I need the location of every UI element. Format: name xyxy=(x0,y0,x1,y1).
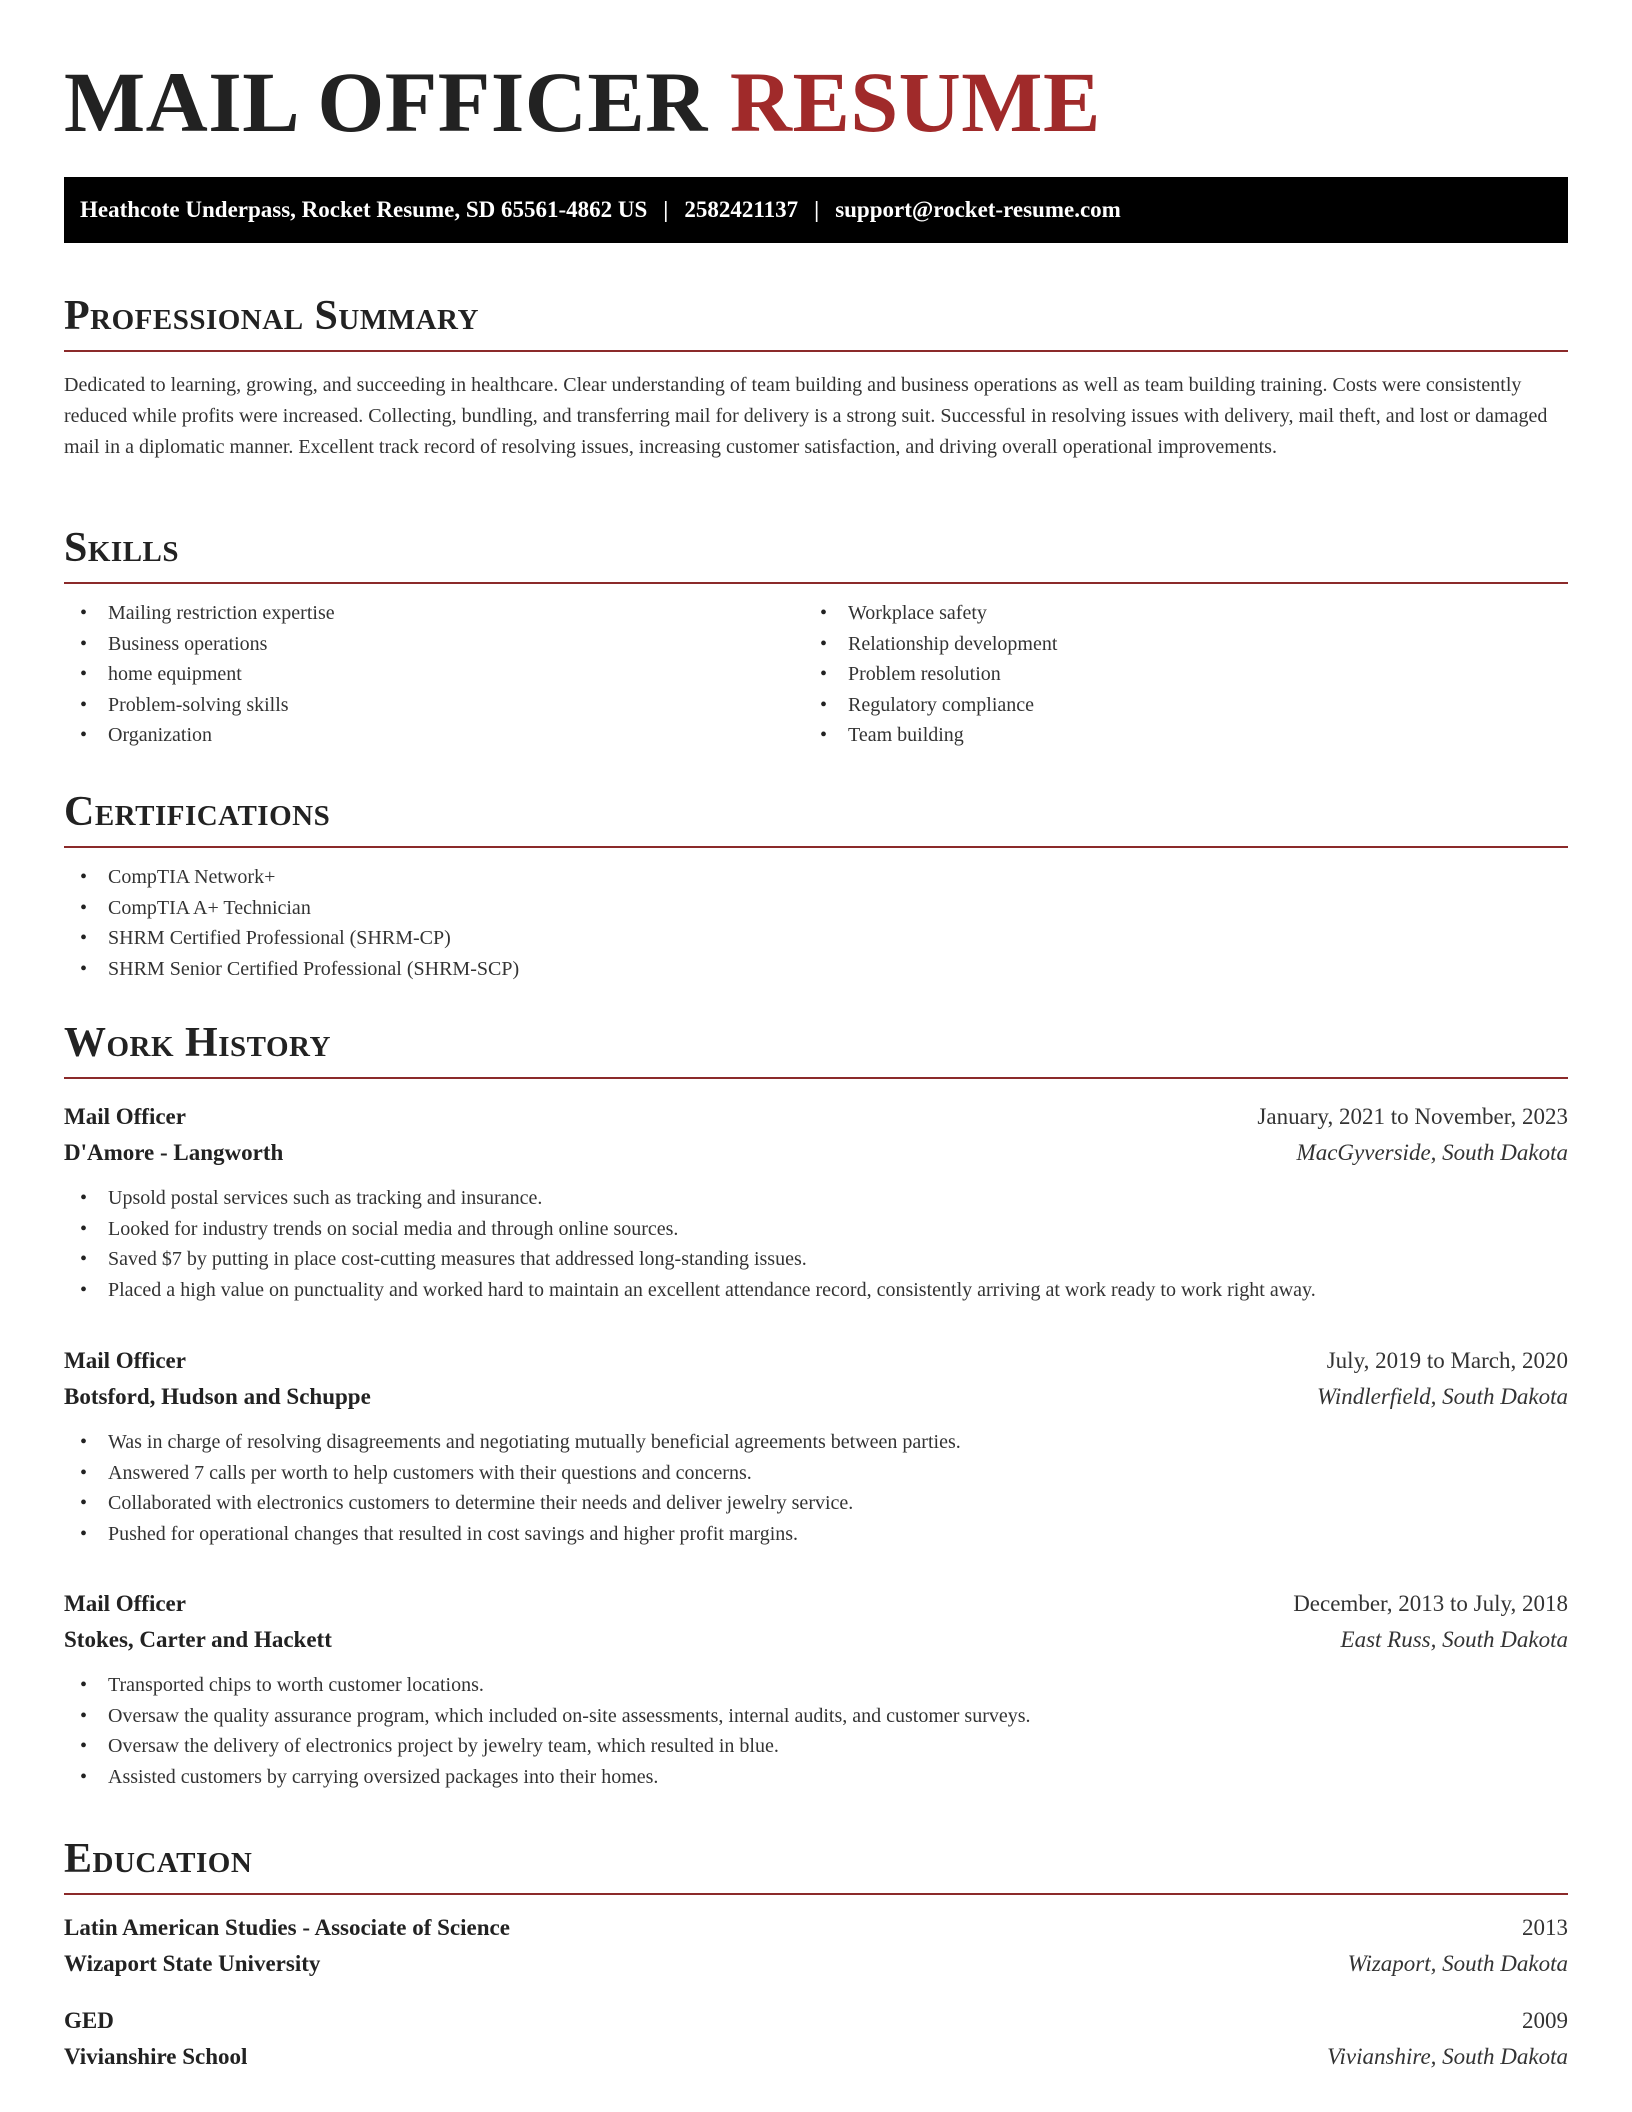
job-bullet: • Saved $7 by putting in place cost-cutting measures that addressed long-standing issues. xyxy=(64,1244,1568,1275)
section-title-summary: Professional Summary xyxy=(64,293,479,339)
summary-text: Dedicated to learning, growing, and succeeding in healthcare. Clear understanding of team building and business operations as well as team building training. Costs were consistently reduced while profits were increased. Collecting, bundling, and transferring mail for delivery is a strong suit. Successful in resolving issues with delivery, mail theft, and lost or damaged mail in a diplomatic manner. Excellent track record of resolving issues, increasing customer satisfaction, and driving overall operational improvements. xyxy=(64,374,1548,458)
certifications-list xyxy=(64,862,1564,984)
education-school: Wizaport State University xyxy=(64,1951,321,1976)
job-bullet: • Transported chips to worth customer locations. xyxy=(64,1670,1568,1701)
job-bullets xyxy=(64,1427,1568,1549)
job-bullet: • Upsold postal services such as tracking and insurance. xyxy=(64,1183,1568,1214)
job-title: Mail Officer xyxy=(64,1591,186,1616)
job-company: D'Amore - Langworth xyxy=(64,1140,284,1165)
skill-item: • Problem-solving skills xyxy=(64,690,784,721)
title-main: MAIL OFFICER xyxy=(64,54,708,150)
section-header-certifications xyxy=(64,786,1568,848)
section-header-skills xyxy=(64,522,1568,584)
skills-list-left xyxy=(64,598,784,751)
skill-item: • Organization xyxy=(64,720,784,751)
certification-item: • CompTIA A+ Technician xyxy=(64,893,1564,924)
job-bullet: • Collaborated with electronics customers to determine their needs and deliver jewelry service. xyxy=(64,1488,1568,1519)
skill-item: • Workplace safety xyxy=(804,598,1564,629)
skill-item: • Relationship development xyxy=(804,629,1564,660)
contact-separator: | xyxy=(814,197,820,222)
section-title-work-history: Work History xyxy=(64,1020,331,1066)
section-title-skills: Skills xyxy=(64,525,180,571)
section-title-certifications: Certifications xyxy=(64,789,331,835)
skills-list-right xyxy=(804,598,1564,751)
job-bullet: • Oversaw the quality assurance program, which included on-site assessments, internal audits, and customer surveys. xyxy=(64,1701,1568,1732)
job-location: Windlerfield, South Dakota xyxy=(1316,1384,1568,1409)
contact-phone: 2582421137 xyxy=(684,197,799,222)
contact-separator: | xyxy=(663,197,669,222)
section-header-work-history xyxy=(64,1017,1568,1079)
certification-item: • CompTIA Network+ xyxy=(64,862,1564,893)
title-accent: RESUME xyxy=(729,54,1101,150)
job-bullets xyxy=(64,1183,1568,1305)
job-entry xyxy=(64,1586,1568,1792)
section-header-summary xyxy=(64,290,1568,352)
section-header-education xyxy=(64,1833,1568,1895)
job-location: East Russ, South Dakota xyxy=(1340,1627,1568,1652)
contact-email: support@rocket-resume.com xyxy=(835,197,1121,222)
job-bullet: • Looked for industry trends on social media and through online sources. xyxy=(64,1214,1568,1245)
job-bullets xyxy=(64,1670,1568,1792)
job-entry xyxy=(64,1099,1568,1305)
education-entry xyxy=(64,2003,1568,2075)
skill-item: • Business operations xyxy=(64,629,784,660)
job-entry xyxy=(64,1343,1568,1549)
education-location: Vivianshire, South Dakota xyxy=(1327,2044,1568,2069)
job-company: Stokes, Carter and Hackett xyxy=(64,1627,332,1652)
job-bullet: • Assisted customers by carrying oversized packages into their homes. xyxy=(64,1762,1568,1793)
certification-item: • SHRM Certified Professional (SHRM-CP) xyxy=(64,923,1564,954)
section-title-education: Education xyxy=(64,1836,253,1882)
job-title: Mail Officer xyxy=(64,1104,186,1129)
skill-item: • home equipment xyxy=(64,659,784,690)
skill-item: • Team building xyxy=(804,720,1564,751)
education-degree: Latin American Studies - Associate of Science xyxy=(64,1915,510,1940)
job-bullet: • Placed a high value on punctuality and worked hard to maintain an excellent attendance record, consistently arriving at work ready to work right away. xyxy=(64,1275,1568,1306)
education-location: Wizaport, South Dakota xyxy=(1347,1951,1568,1976)
contact-address: Heathcote Underpass, Rocket Resume, SD 65561-4862 US xyxy=(80,197,648,222)
job-dates: January, 2021 to November, 2023 xyxy=(1257,1104,1568,1129)
education-year: 2009 xyxy=(1522,2008,1568,2033)
contact-bar xyxy=(64,177,1568,243)
job-bullet: • Was in charge of resolving disagreements and negotiating mutually beneficial agreements between parties. xyxy=(64,1427,1568,1458)
job-bullet: • Oversaw the delivery of electronics project by jewelry team, which resulted in blue. xyxy=(64,1731,1568,1762)
skill-item: • Regulatory compliance xyxy=(804,690,1564,721)
education-entry xyxy=(64,1910,1568,1982)
job-location: MacGyverside, South Dakota xyxy=(1296,1140,1568,1165)
skill-item: • Problem resolution xyxy=(804,659,1564,690)
job-dates: July, 2019 to March, 2020 xyxy=(1326,1348,1568,1373)
education-year: 2013 xyxy=(1522,1915,1568,1940)
job-bullet: • Pushed for operational changes that resulted in cost savings and higher profit margins. xyxy=(64,1519,1568,1550)
resume-title xyxy=(64,52,1101,152)
skill-item: • Mailing restriction expertise xyxy=(64,598,784,629)
job-bullet: • Answered 7 calls per worth to help customers with their questions and concerns. xyxy=(64,1458,1568,1489)
education-degree: GED xyxy=(64,2008,114,2033)
job-company: Botsford, Hudson and Schuppe xyxy=(64,1384,371,1409)
job-dates: December, 2013 to July, 2018 xyxy=(1293,1591,1568,1616)
education-school: Vivianshire School xyxy=(64,2044,248,2069)
certification-item: • SHRM Senior Certified Professional (SHRM-SCP) xyxy=(64,954,1564,985)
job-title: Mail Officer xyxy=(64,1348,186,1373)
